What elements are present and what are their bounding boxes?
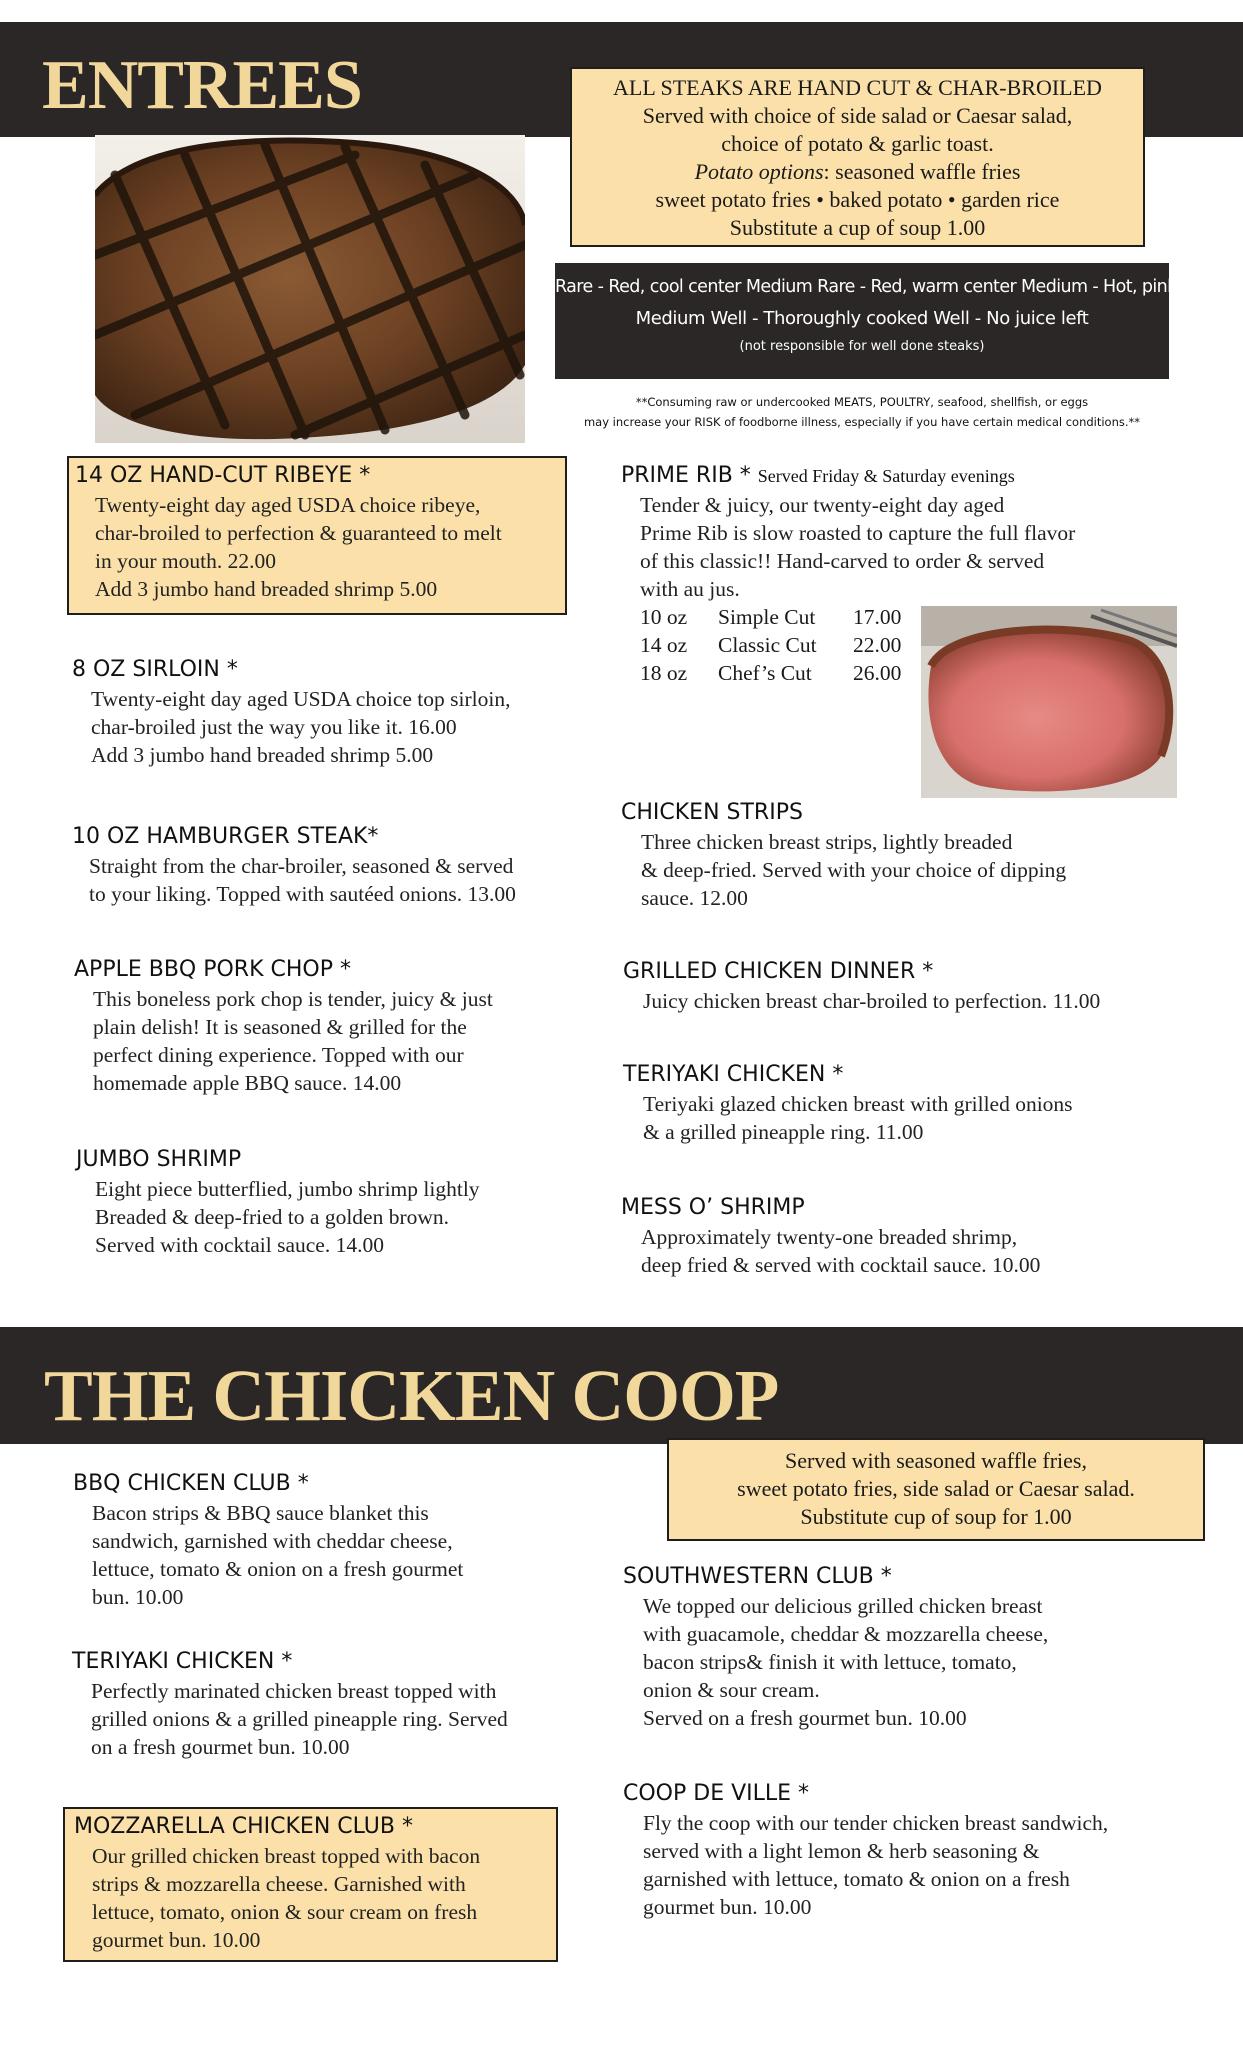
cut: Chef’s Cut <box>718 661 812 685</box>
desc-line: served with a light lemon & herb seasoning & <box>643 1839 1040 1863</box>
item-name: MOZZARELLA CHICKEN CLUB * <box>74 1814 413 1839</box>
item-name: BBQ CHICKEN CLUB * <box>73 1471 309 1496</box>
desc-line: Served on a fresh gourmet bun. 10.00 <box>643 1706 967 1730</box>
food-warning <box>555 392 1169 432</box>
desc-line: Our grilled chicken breast topped with bacon <box>92 1844 481 1868</box>
desc-line: of this classic!! Hand-carved to order & served <box>640 549 1045 573</box>
doneness-note: (not responsible for well done steaks) <box>739 339 985 354</box>
price: 26.00 <box>853 661 902 685</box>
food-warning-line-2: may increase your RISK of foodborne illness, especially if you have certain medical conditions.** <box>583 415 1141 429</box>
desc-line: with guacamole, cheddar & mozzarella cheese, <box>643 1622 1049 1646</box>
desc-line: Add 3 jumbo hand breaded shrimp 5.00 <box>95 577 438 601</box>
steak-info-line-3: choice of potato & garlic toast. <box>721 131 994 156</box>
item-name: TERIYAKI CHICKEN * <box>72 1649 293 1674</box>
menu-item-mozzarella-chicken-club <box>63 1807 558 1962</box>
desc-line: gourmet bun. 10.00 <box>643 1895 812 1919</box>
desc-line: strips & mozzarella cheese. Garnished with <box>92 1872 466 1896</box>
desc-line: Tender & juicy, our twenty-eight day aged <box>640 493 1005 517</box>
steak-info-line-2: Served with choice of side salad or Caesar salad, <box>642 103 1073 128</box>
desc-line: Prime Rib is slow roasted to capture the full flavor <box>640 521 1076 545</box>
desc-line: Twenty-eight day aged USDA choice ribeye, <box>95 493 481 517</box>
item-name-row <box>621 461 1075 491</box>
desc-line: Twenty-eight day aged USDA choice top sirloin, <box>91 687 511 711</box>
item-description <box>92 1842 556 1954</box>
item-description <box>95 1175 480 1259</box>
desc-line: deep fried & served with cocktail sauce. 10.00 <box>641 1253 1041 1277</box>
desc-line: Add 3 jumbo hand breaded shrimp 5.00 <box>91 743 434 767</box>
desc-line: This boneless pork chop is tender, juicy & just <box>93 987 493 1011</box>
size: 14 oz <box>640 633 688 657</box>
steak-photo <box>95 135 525 443</box>
menu-item-mess-o-shrimp <box>621 1193 1040 1279</box>
price: 22.00 <box>853 633 902 657</box>
item-name: 14 OZ HAND-CUT RIBEYE * <box>75 463 371 488</box>
coop-info-line-3: Substitute cup of soup for 1.00 <box>800 1504 1072 1529</box>
desc-line: Three chicken breast strips, lightly breaded <box>641 830 1013 854</box>
desc-line: homemade apple BBQ sauce. 14.00 <box>93 1071 402 1095</box>
item-name: COOP DE VILLE * <box>623 1781 810 1806</box>
desc-line: Breaded & deep-fried to a golden brown. <box>95 1205 450 1229</box>
item-name: 8 OZ SIRLOIN * <box>72 657 238 682</box>
size: 18 oz <box>640 661 688 685</box>
prime-rib-photo <box>921 606 1177 798</box>
desc-line: Eight piece butterflied, jumbo shrimp lightly <box>95 1177 480 1201</box>
menu-item-coop-de-ville <box>623 1779 1108 1921</box>
desc-line: onion & sour cream. <box>643 1678 820 1702</box>
item-description <box>641 1223 1040 1279</box>
desc-line: on a fresh gourmet bun. 10.00 <box>91 1735 350 1759</box>
potato-options-rest: : seasoned waffle fries <box>823 159 1021 184</box>
item-description <box>640 491 1075 603</box>
item-name: SOUTHWESTERN CLUB * <box>623 1564 892 1589</box>
coop-info-line-2: sweet potato fries, side salad or Caesar salad. <box>737 1476 1135 1501</box>
desc-line: Juicy chicken breast char-broiled to perfection. 11.00 <box>643 989 1101 1013</box>
desc-line: Perfectly marinated chicken breast topped with <box>91 1679 497 1703</box>
steak-info-line-1: ALL STEAKS ARE HAND CUT & CHAR-BROILED <box>613 75 1102 100</box>
menu-item-hamburger-steak <box>72 822 516 908</box>
item-name: CHICKEN STRIPS <box>621 800 803 825</box>
size: 10 oz <box>640 605 688 629</box>
item-description <box>643 1090 1073 1146</box>
doneness-line-2: Medium Well - Thoroughly cooked Well - No juice left <box>635 308 1089 329</box>
item-description <box>91 1677 508 1761</box>
menu-item-bbq-chicken-club <box>73 1469 463 1611</box>
item-description <box>643 1809 1108 1921</box>
item-name: MESS O’ SHRIMP <box>621 1195 805 1220</box>
desc-line: Fly the coop with our tender chicken breast sandwich, <box>643 1811 1109 1835</box>
menu-item-sirloin <box>72 655 510 769</box>
item-description <box>95 491 565 603</box>
menu-item-jumbo-shrimp <box>76 1145 480 1259</box>
menu-item-grilled-chicken-dinner <box>623 957 1100 1015</box>
item-name: GRILLED CHICKEN DINNER * <box>623 959 934 984</box>
item-name: TERIYAKI CHICKEN * <box>623 1062 844 1087</box>
desc-line: sandwich, garnished with cheddar cheese, <box>92 1529 453 1553</box>
item-description <box>89 852 516 908</box>
steak-info-box <box>570 67 1145 247</box>
item-description <box>92 1499 463 1611</box>
item-name: PRIME RIB * <box>621 463 751 488</box>
desc-line: lettuce, tomato, onion & sour cream on fresh <box>92 1900 478 1924</box>
potato-options-line <box>572 158 1143 186</box>
item-description <box>641 828 1066 912</box>
coop-info-line-1: Served with seasoned waffle fries, <box>785 1448 1087 1473</box>
menu-item-chicken-strips <box>621 798 1066 912</box>
steak-info-line-5: sweet potato fries • baked potato • garden rice <box>655 187 1060 212</box>
item-description <box>93 985 493 1097</box>
menu-item-ribeye <box>67 456 567 615</box>
desc-line: perfect dining experience. Topped with our <box>93 1043 464 1067</box>
desc-line: with au jus. <box>640 577 740 601</box>
desc-line: in your mouth. 22.00 <box>95 549 276 573</box>
menu-item-teriyaki-chicken-sandwich <box>72 1647 508 1761</box>
desc-line: sauce. 12.00 <box>641 886 748 910</box>
price: 17.00 <box>853 605 902 629</box>
steak-info-line-6: Substitute a cup of soup 1.00 <box>729 215 986 240</box>
desc-line: grilled onions & a grilled pineapple ring. Served <box>91 1707 508 1731</box>
desc-line: to your liking. Topped with sautéed onions. 13.00 <box>89 882 516 906</box>
entrees-title: ENTREES <box>42 47 362 124</box>
menu-item-pork-chop <box>74 955 493 1097</box>
desc-line: Straight from the char-broiler, seasoned & served <box>89 854 514 878</box>
item-description <box>91 685 510 769</box>
menu-item-teriyaki-chicken-dinner <box>623 1060 1073 1146</box>
desc-line: We topped our delicious grilled chicken breast <box>643 1594 1043 1618</box>
desc-line: char-broiled just the way you like it. 16.00 <box>91 715 457 739</box>
desc-line: & a grilled pineapple ring. 11.00 <box>643 1120 924 1144</box>
desc-line: bacon strips& finish it with lettuce, tomato, <box>643 1650 1017 1674</box>
cut: Simple Cut <box>718 605 816 629</box>
doneness-box <box>555 263 1235 379</box>
item-description <box>643 1592 1048 1732</box>
desc-line: Bacon strips & BBQ sauce blanket this <box>92 1501 429 1525</box>
desc-line: plain delish! It is seasoned & grilled for the <box>93 1015 467 1039</box>
desc-line: & deep-fried. Served with your choice of dipping <box>641 858 1067 882</box>
desc-line: Teriyaki glazed chicken breast with grilled onions <box>643 1092 1073 1116</box>
desc-line: gourmet bun. 10.00 <box>92 1928 261 1952</box>
menu-item-southwestern-club <box>623 1562 1048 1732</box>
doneness-line-1: Rare - Red, cool center Medium Rare - Red, warm center Medium - Hot, pink center <box>555 277 1235 297</box>
item-name: JUMBO SHRIMP <box>76 1147 242 1172</box>
item-description <box>643 987 1100 1015</box>
food-warning-line-1: **Consuming raw or undercooked MEATS, POULTRY, seafood, shellfish, or eggs <box>635 395 1089 409</box>
item-name: APPLE BBQ PORK CHOP * <box>74 957 351 982</box>
desc-line: Approximately twenty-one breaded shrimp, <box>641 1225 1018 1249</box>
desc-line: lettuce, tomato & onion on a fresh gourmet <box>92 1557 464 1581</box>
coop-info-box <box>667 1438 1205 1541</box>
chicken-coop-title: THE CHICKEN COOP <box>44 1355 779 1436</box>
desc-line: garnished with lettuce, tomato & onion on a fresh <box>643 1867 1070 1891</box>
cut: Classic Cut <box>718 633 817 657</box>
potato-options-label: Potato options <box>694 159 824 184</box>
desc-line: Served with cocktail sauce. 14.00 <box>95 1233 384 1257</box>
item-note: Served Friday & Saturday evenings <box>757 466 1015 486</box>
desc-line: char-broiled to perfection & guaranteed to melt <box>95 521 502 545</box>
item-name: 10 OZ HAMBURGER STEAK* <box>72 824 379 849</box>
desc-line: bun. 10.00 <box>92 1585 184 1609</box>
